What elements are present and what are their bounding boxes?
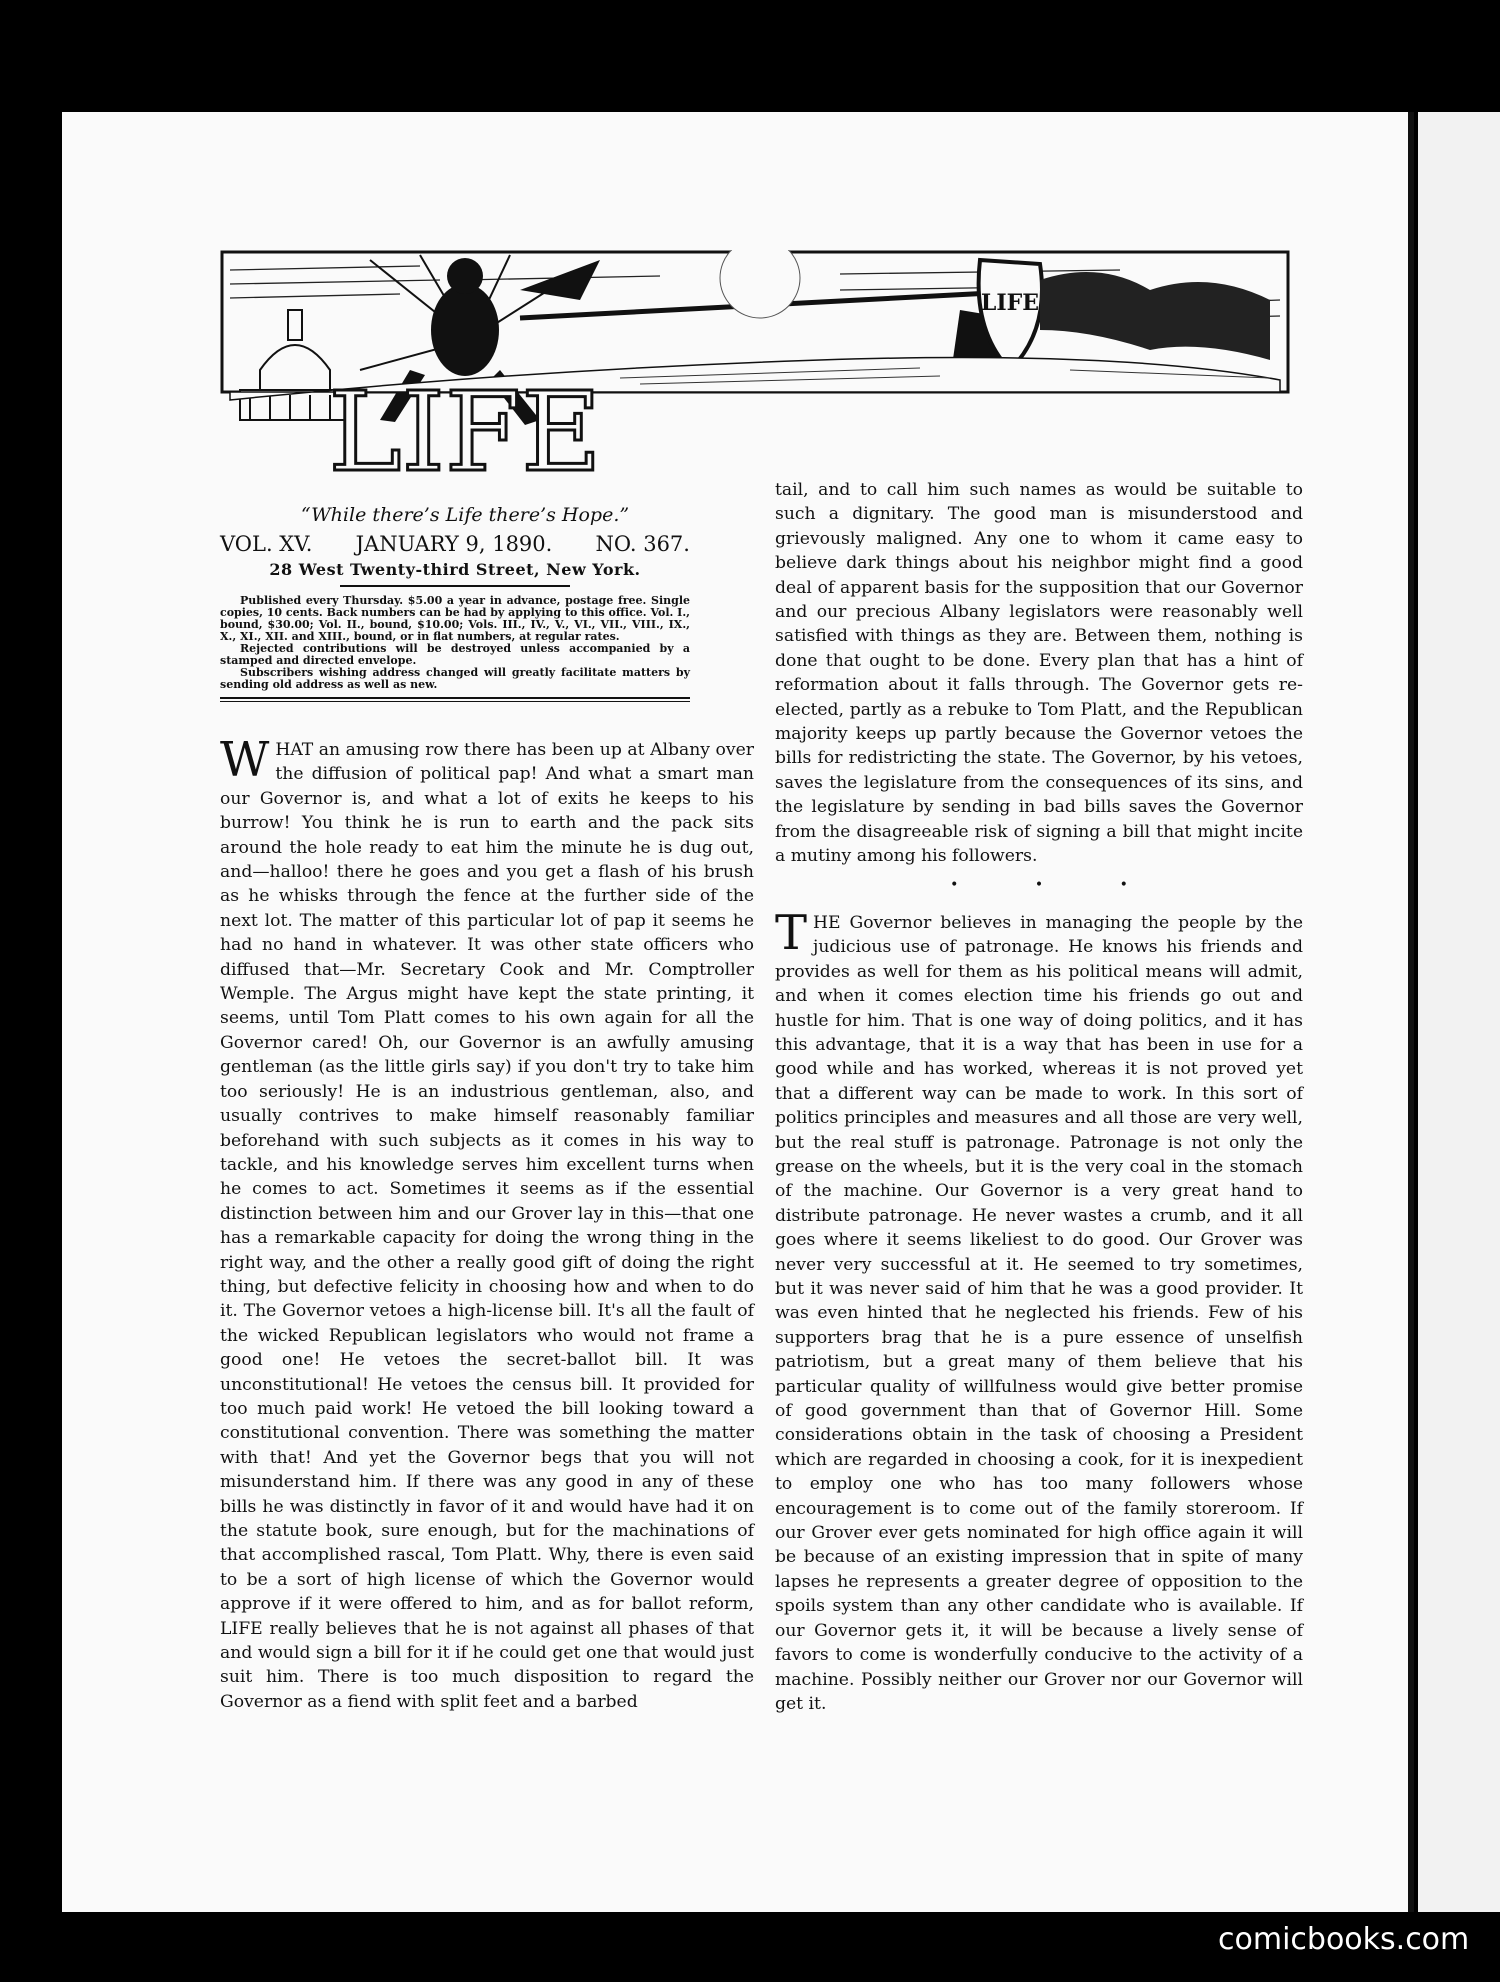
rejected-contributions-note: Rejected contributions will be destroyed unless accompanied by a stamped and directed envelope. [220,642,690,667]
shield-lettering: LIFE [980,290,1040,316]
masthead-title: LIFE [328,368,602,494]
issue-date: JANUARY 9, 1890. [355,532,553,556]
drop-cap: W [220,732,270,788]
editorial-column-left [220,732,754,1714]
volume-number: VOL. XV. [220,532,313,556]
subscription-terms: Published every Thursday. $5.00 a year in advance, postage free. Single copies, 10 cents. Back numbers can be had by applying to this office. Vol. I., bound, $30.00; Vol. II., bound, $10.00; Vols. III., IV., V., VI., VII., VIII., IX., X., XI., XII. and XIII., bound, or in flat numbers, at regular rates. [220,594,690,643]
site-watermark: comicbooks.com [1218,1922,1470,1957]
next-page-edge [1418,112,1500,1912]
masthead-illustration [220,250,1290,494]
motto: “While there’s Life there’s Hope.” [300,504,630,526]
page-gutter [1408,112,1414,1912]
issue-line [220,532,690,556]
divider [340,585,570,587]
divider [220,697,690,702]
editorial-column-right [775,478,1303,1716]
subscribers-note: Subscribers wishing address changed will greatly facilitate matters by sending old address as well as new. [220,666,690,691]
office-address: 28 West Twenty-third Street, New York. [269,560,641,579]
article-paragraph [775,904,1303,1716]
article-text: HAT an amusing row there has been up at Albany over the diffusion of political pap! And what a smart man our Governor is, and what a lot of exits he keeps to his burrow! You think he is run to earth and the pack sits around the hole ready to eat him the minute he is dug out, and—halloo! there he goes and you get a flash of his brush as he whisks through the fence at the further side of the next lot. The matter of this particular lot of pap it seems he had no hand in whatever. It was other state officers who diffused that—Mr. Secretary Cook and Mr. Comptroller Wemple. The Argus might have kept the state printing, it seems, until Tom Platt comes to his own again for all the Governor cared! Oh, our Governor is an awfully amusing gentleman (as the little girls say) if you don't try to take him too seriously! He is an industrious gentleman, also, and usually contrives to make himself reasonably familiar beforehand with such subjects as it comes in his way to tackle, and his knowledge serves him excellent turns when he comes to act. Sometimes it seems as if the essential distinction between him and our Grover lay in this—that one has a remarkable capacity for doing the wrong thing in the right way, and the other a really good gift of doing the right thing, but defective felicity in choosing how and when to do it. The Governor vetoes a high-license bill. It's all the fault of the wicked Republican legislators who would not frame a good one! He vetoes the secret-ballot bill. It was unconstitutional! He vetoes the census bill. It provided for too much paid work! He vetoed the bill looking toward a constitutional convention. There was something the matter with that! And yet the Governor begs that you will not misunderstand him. If there was any good in any of these bills he was distinctly in favor of it and would have had it on the statute book, sure enough, but for the machinations of that accomplished rascal, Tom Platt. Why, there is even said to be a sort of high license of which the Governor would approve if it were offered to him, and as for ballot reform, LIFE really believes that he is not against all phases of that and would sign a bill for it if he could get one that would just suit him. There is too much disposition to regard the Governor as a fiend with split feet and a barbed [220,740,754,1712]
issue-number: NO. 367. [595,532,690,556]
article-paragraph [220,732,754,1714]
article-continuation: tail, and to call him such names as would be suitable to such a dignitary. The good man is misunderstood and grievously maligned. Any one to whom it came easy to believe dark things about his neighbor might find a good deal of apparent basis for the supposition that our Governor and our precious Albany legislators were reasonably well satisfied with things as they are. Between them, nothing is done that ought to be done. Every plan that has a hint of reformation about it falls through. The Governor gets re-elected, partly as a rebuke to Tom Platt, and the Republican majority keeps up partly because the Governor vetoes the bills for redistricting the state. The Governor, by his vetoes, saves the legislature from the consequences of its sins, and the legislature by sending in bad bills saves the Governor from the disagreeable risk of signing a bill that might incite a mutiny among his followers. [775,480,1303,867]
article-text: HE Governor believes in managing the people by the judicious use of patronage. He knows his friends and provides as well for them as his political means will admit, and when it comes election time his friends go out and hustle for him. That is one way of doing politics, and it has this advantage, that it is a way that has been in use for a good while and has worked, whereas it is not proved yet that a different way can be made to work. In this sort of politics principles and measures and all those are very well, but the real stuff is patronage. Patronage is not only the grease on the wheels, but it is the very coal in the stomach of the machine. Our Governor is a very great hand to distribute patronage. He never wastes a crumb, and it all goes where it seems likeliest to do good. Our Grover was never very successful at it. He seemed to try sometimes, but it was never said of him that he was a good provider. It was even hinted that he neglected his friends. Few of his supporters brag that he is a pure essence of unselfish patriotism, but a great many of them believe that his particular quality of willfulness would give better promise of good government than that of Governor Hill. Some considerations obtain in the task of choosing a President which are regarded in choosing a cook, for it is inexpedient to employ one who has too many followers whose encouragement is to come out of the family storeroom. If our Grover ever gets nominated for high office again it will be because of an existing impression that in spite of many lapses he represents a greater degree of opposition to the spoils system than any other candidate who is available. If our Governor gets it, it will be because a lively sense of favors to come is wonderfully conducive to the activity of a machine. Possibly neither our Grover nor our Governor will get it. [775,912,1303,1714]
masthead-info [220,504,690,702]
drop-cap: T [775,904,808,961]
section-separator: • • • [950,876,1164,893]
publication-notice [220,595,690,691]
